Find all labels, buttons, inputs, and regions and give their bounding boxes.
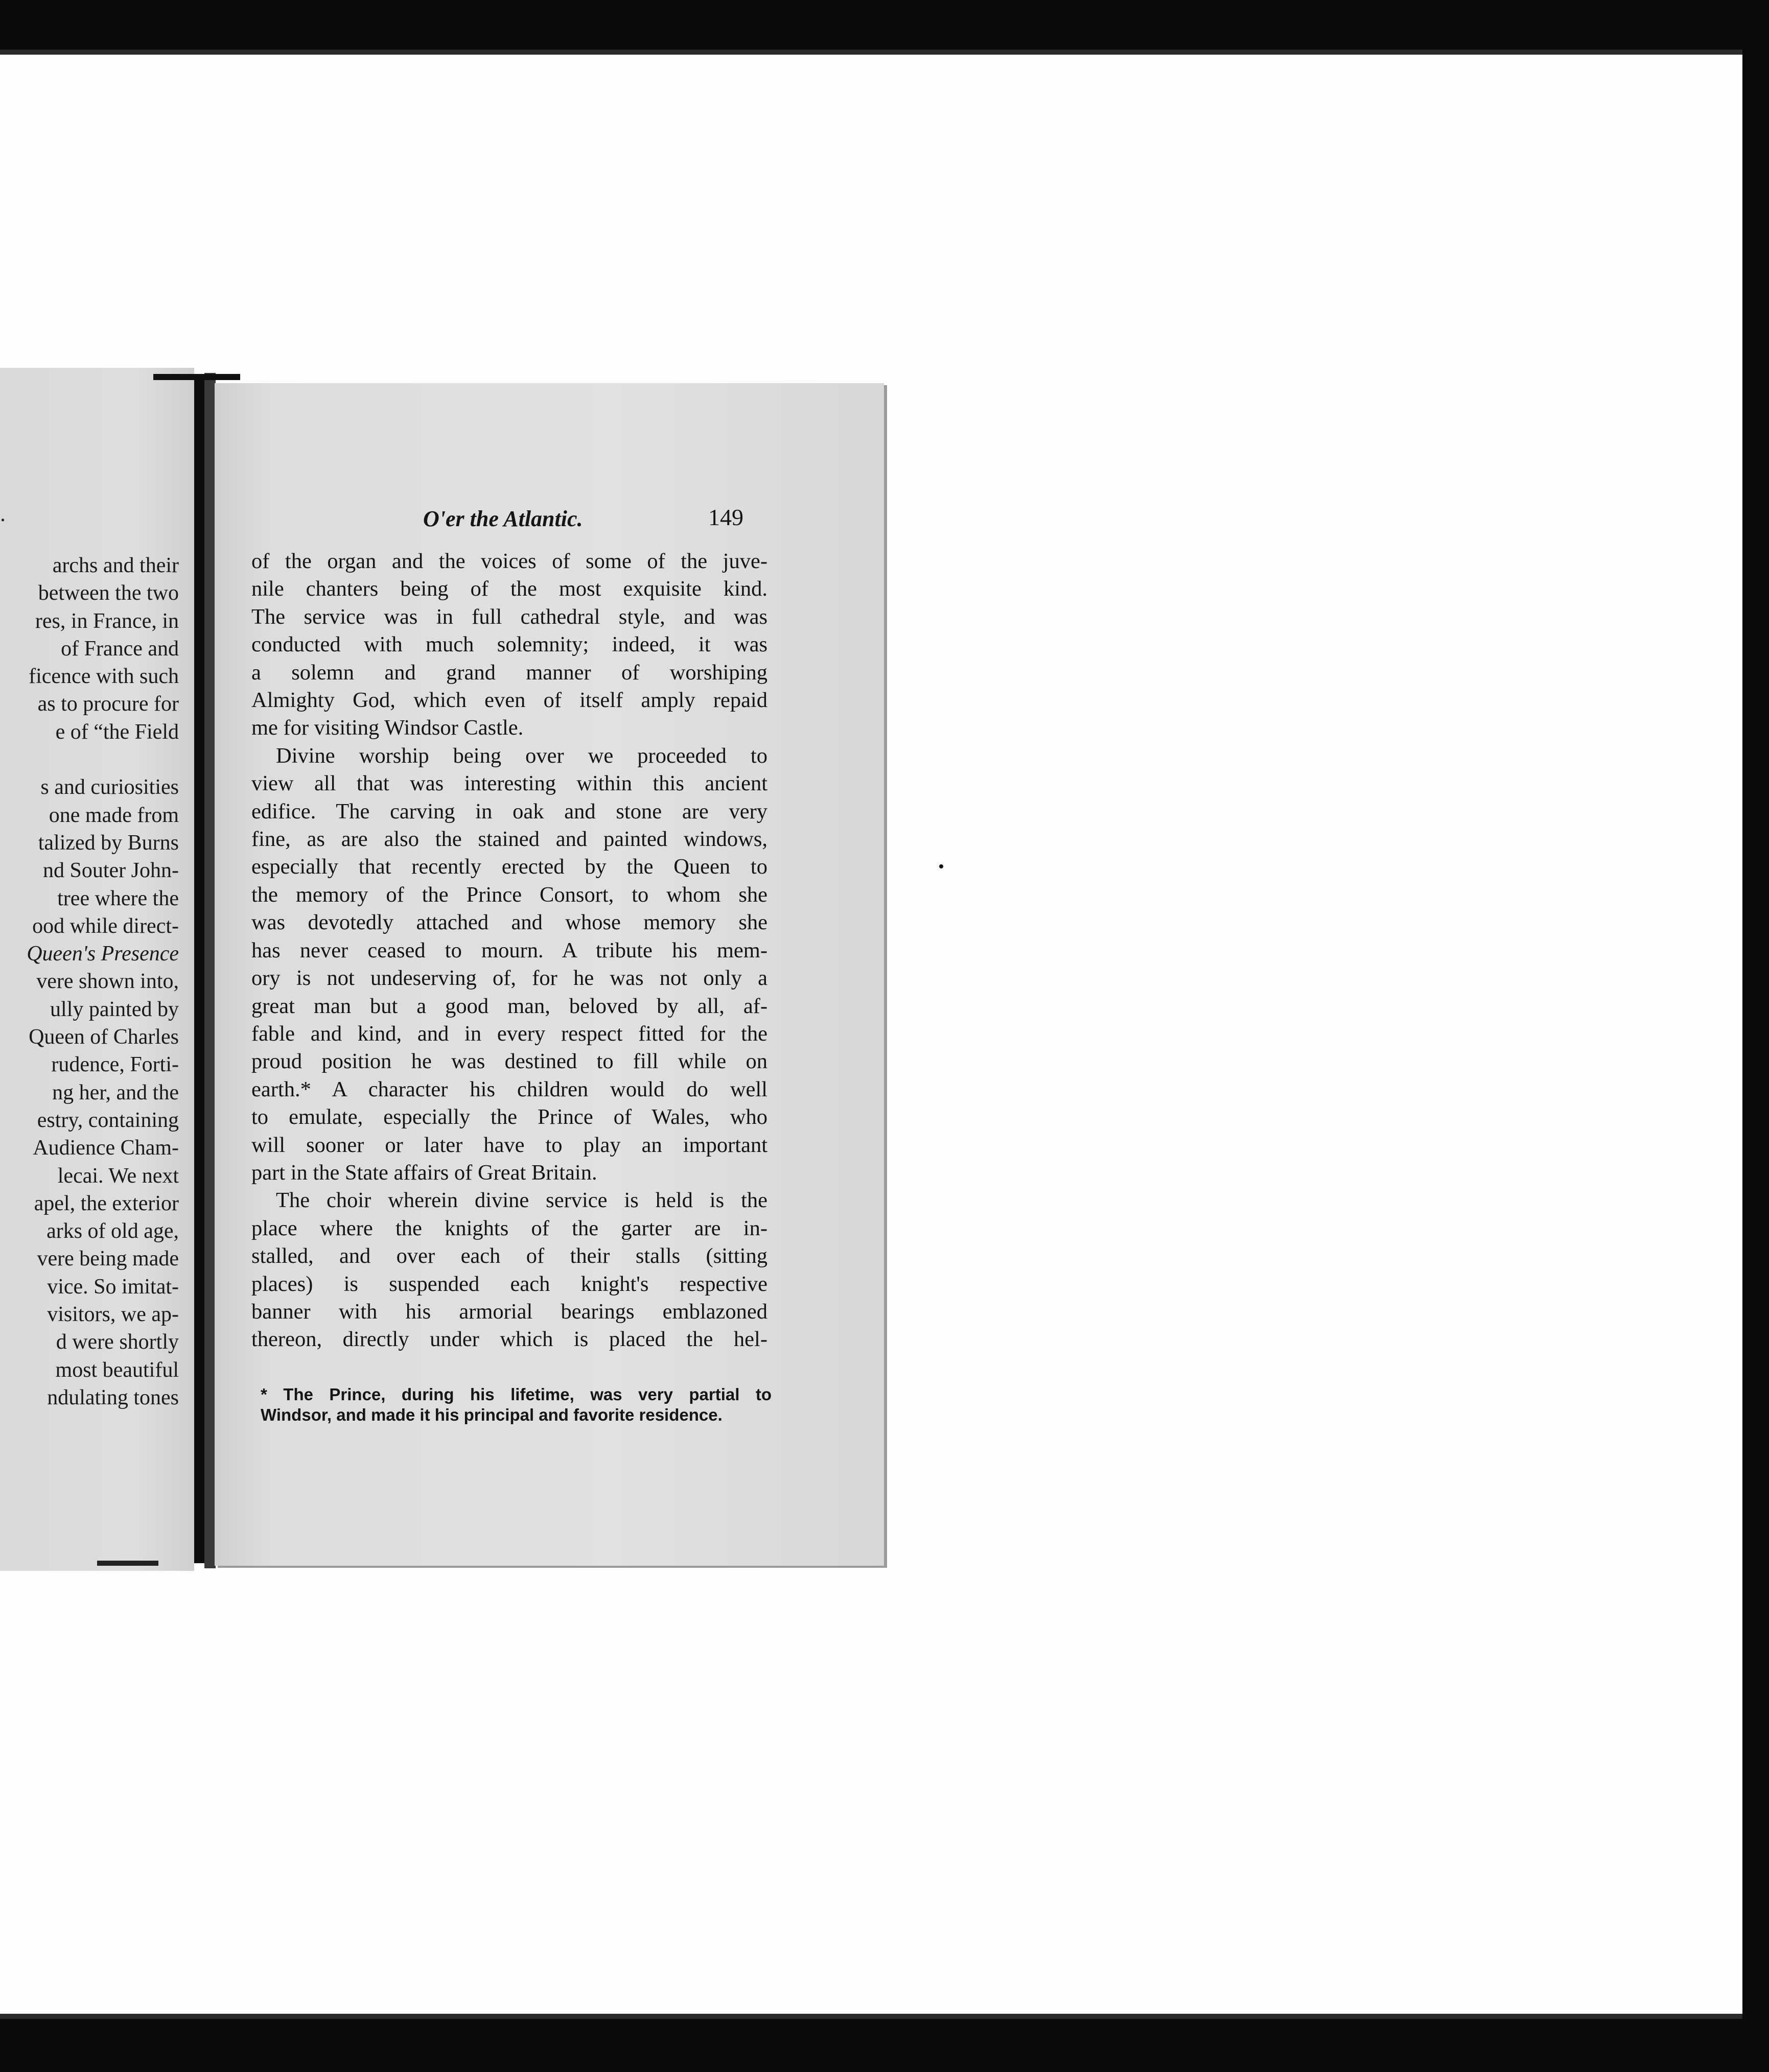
text-line: Almighty God, which even of itself amply repaid xyxy=(251,688,767,713)
text-line: arks of old age, xyxy=(46,1219,179,1243)
scan-frame-bottom xyxy=(0,2019,1769,2072)
text-line: view all that was interesting within this ancient xyxy=(251,771,767,796)
text-line: e of “the Field xyxy=(55,720,179,744)
text-line: tree where the xyxy=(57,886,179,910)
text-line: talized by Burns xyxy=(38,831,179,855)
left-page-bottom-edge xyxy=(97,1561,158,1566)
scan-frame-right xyxy=(1742,46,1769,2031)
footnote-line: Windsor, and made it his principal and favorite residence. xyxy=(261,1405,723,1424)
text-line: res, in France, in xyxy=(35,609,179,633)
text-line: one made from xyxy=(49,803,179,827)
left-page xyxy=(0,368,194,1571)
text-line: archs and their xyxy=(52,554,179,577)
text-line: places) is suspended each knight's respective xyxy=(251,1272,767,1296)
text-line: earth.* A character his children would do well xyxy=(251,1077,767,1101)
text-line: The service was in full cathedral style, and was xyxy=(251,604,767,629)
left-page-mark: . xyxy=(0,501,6,526)
text-line: rudence, Forti- xyxy=(51,1053,179,1077)
book-spine xyxy=(194,378,204,1563)
text-line: between the two xyxy=(38,581,179,605)
left-page-text xyxy=(0,552,179,1411)
text-line: apel, the exterior xyxy=(34,1191,179,1215)
text-line xyxy=(0,746,179,773)
text-line: nd Souter John- xyxy=(43,859,179,883)
text-line: conducted with much solemnity; indeed, it was xyxy=(251,632,767,657)
text-line: of France and xyxy=(61,637,179,661)
text-line: lecai. We next xyxy=(57,1164,179,1188)
text-line: visitors, we ap- xyxy=(47,1303,179,1327)
text-line: great man but a good man, beloved by all, af- xyxy=(251,994,767,1018)
text-line: ficence with such xyxy=(29,665,179,689)
text-line: ndulating tones xyxy=(47,1385,179,1409)
text-line: ully painted by xyxy=(50,997,179,1021)
text-line: vere shown into, xyxy=(36,970,179,994)
text-line: of the organ and the voices of some of the juve- xyxy=(251,549,767,573)
text-line: a solemn and grand manner of worshiping xyxy=(251,660,767,685)
text-line: thereon, directly under which is placed the hel- xyxy=(251,1327,767,1352)
text-line: ng her, and the xyxy=(52,1080,179,1104)
text-line: vice. So imitat- xyxy=(47,1275,179,1299)
text-line: especially that recently erected by the Queen to xyxy=(251,855,767,879)
text-line: banner with his armorial bearings emblazoned xyxy=(251,1299,767,1324)
text-line: d were shortly xyxy=(56,1330,179,1354)
text-line: ood while direct- xyxy=(32,914,179,938)
gutter-shadow xyxy=(204,373,216,1568)
running-head: O'er the Atlantic. xyxy=(423,506,583,531)
text-line: part in the State affairs of Great Britain. xyxy=(251,1160,597,1185)
text-line: will sooner or later have to play an important xyxy=(251,1133,767,1157)
text-line: ory is not undeserving of, for he was not only a xyxy=(251,966,767,991)
text-line: The choir wherein divine service is held is the xyxy=(276,1188,767,1213)
footnote xyxy=(261,1384,772,1425)
text-line: me for visiting Windsor Castle. xyxy=(251,716,524,740)
text-line: fine, as are also the stained and painted windows, xyxy=(251,827,767,852)
text-line: place where the knights of the garter are in- xyxy=(251,1216,767,1240)
text-line: fable and kind, and in every respect fitted for the xyxy=(251,1021,767,1046)
text-line: estry, containing xyxy=(37,1108,179,1132)
scan-frame-top-inner xyxy=(0,50,1769,55)
text-line: as to procure for xyxy=(37,692,179,716)
scan-speck xyxy=(939,864,943,868)
text-line: was devotedly attached and whose memory she xyxy=(251,910,767,935)
body-text xyxy=(251,548,767,1354)
right-page xyxy=(215,383,884,1566)
text-line: Divine worship being over we proceeded to xyxy=(276,743,767,768)
text-line: Queen's Presence xyxy=(27,942,179,966)
text-line: most beautiful xyxy=(55,1358,179,1382)
text-line: proud position he was destined to fill while on xyxy=(251,1049,767,1074)
spine-top-edge xyxy=(153,374,240,380)
footnote-line: * The Prince, during his lifetime, was very partial to xyxy=(261,1385,772,1404)
text-line: s and curiosities xyxy=(40,775,179,799)
text-line: the memory of the Prince Consort, to whom she xyxy=(251,882,767,907)
text-line: edifice. The carving in oak and stone are very xyxy=(251,799,767,823)
text-line: Audience Cham- xyxy=(33,1136,179,1160)
text-line: Queen of Charles xyxy=(29,1025,179,1049)
scan-frame-top xyxy=(0,0,1769,50)
text-line: vere being made xyxy=(37,1247,179,1271)
page-number: 149 xyxy=(708,504,743,530)
text-line: to emulate, especially the Prince of Wales, who xyxy=(251,1105,767,1129)
text-line: nile chanters being of the most exquisite kind. xyxy=(251,577,767,601)
text-line: has never ceased to mourn. A tribute his mem- xyxy=(251,938,767,962)
text-line: stalled, and over each of their stalls (sitting xyxy=(251,1244,767,1268)
